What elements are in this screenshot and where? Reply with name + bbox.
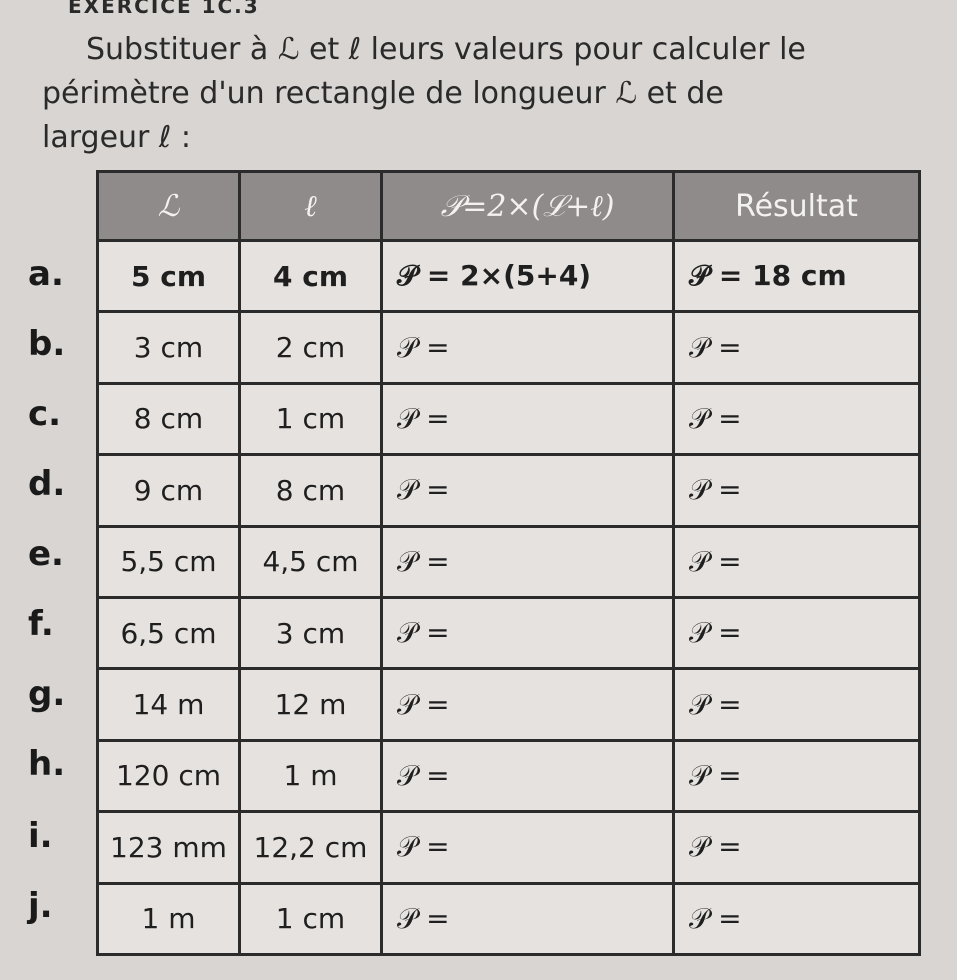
formula-cell[interactable]: 𝒫 = 2×(5+4) <box>382 241 674 312</box>
row-letter: f. <box>28 604 54 644</box>
result-cell[interactable]: 𝒫 = <box>674 383 920 454</box>
result-cell[interactable]: 𝒫 = <box>674 455 920 526</box>
result-cell[interactable]: 𝒫 = <box>674 883 920 954</box>
row-letter: g. <box>28 674 66 714</box>
length-cell: 9 cm <box>98 455 240 526</box>
length-cell: 123 mm <box>98 812 240 883</box>
width-cell: 1 cm <box>240 883 382 954</box>
header-result: Résultat <box>674 172 920 241</box>
row-letter: h. <box>28 744 66 784</box>
header-width: ℓ <box>240 172 382 241</box>
table-row <box>98 740 920 811</box>
length-cell: 120 cm <box>98 740 240 811</box>
length-cell: 5 cm <box>98 241 240 312</box>
header-length: ℒ <box>98 172 240 241</box>
width-cell: 2 cm <box>240 312 382 383</box>
formula-cell[interactable]: 𝒫 = <box>382 455 674 526</box>
result-cell[interactable]: 𝒫 = <box>674 526 920 597</box>
result-cell[interactable]: 𝒫 = <box>674 669 920 740</box>
table-row <box>98 669 920 740</box>
length-cell: 14 m <box>98 669 240 740</box>
result-cell[interactable]: 𝒫 = <box>674 740 920 811</box>
width-cell: 12,2 cm <box>240 812 382 883</box>
length-cell: 5,5 cm <box>98 526 240 597</box>
row-letter: d. <box>28 464 66 504</box>
length-cell: 8 cm <box>98 383 240 454</box>
formula-cell[interactable]: 𝒫 = <box>382 812 674 883</box>
width-cell: 12 m <box>240 669 382 740</box>
formula-cell[interactable]: 𝒫 = <box>382 740 674 811</box>
result-cell[interactable]: 𝒫 = <box>674 312 920 383</box>
formula-cell[interactable]: 𝒫 = <box>382 883 674 954</box>
width-cell: 8 cm <box>240 455 382 526</box>
width-cell: 4,5 cm <box>240 526 382 597</box>
formula-cell[interactable]: 𝒫 = <box>382 383 674 454</box>
formula-cell[interactable]: 𝒫 = <box>382 597 674 668</box>
width-cell: 1 cm <box>240 383 382 454</box>
width-cell: 3 cm <box>240 597 382 668</box>
table-row <box>98 812 920 883</box>
table-row <box>98 383 920 454</box>
header-row <box>98 172 920 241</box>
row-letter: c. <box>28 394 62 434</box>
row-letter: e. <box>28 534 64 574</box>
perimeter-table <box>96 170 921 956</box>
instruction-line-1: Substituer à ℒ et ℓ leurs valeurs pour calculer le <box>86 32 806 67</box>
row-letter: i. <box>28 816 53 856</box>
table-row <box>98 526 920 597</box>
table-row <box>98 883 920 954</box>
row-letter: j. <box>28 886 53 926</box>
width-cell: 4 cm <box>240 241 382 312</box>
table-row <box>98 455 920 526</box>
length-cell: 6,5 cm <box>98 597 240 668</box>
result-cell[interactable]: 𝒫 = <box>674 597 920 668</box>
table-row <box>98 312 920 383</box>
perimeter-table-area <box>20 170 920 956</box>
result-cell[interactable]: 𝒫 = <box>674 812 920 883</box>
table-row <box>98 597 920 668</box>
instruction-line-3: largeur ℓ : <box>42 120 191 155</box>
instruction-line-2: périmètre d'un rectangle de longueur ℒ et de <box>42 76 724 111</box>
length-cell: 1 m <box>98 883 240 954</box>
exercise-title: EXERCICE 1C.3 <box>68 0 260 18</box>
row-letter: a. <box>28 254 64 294</box>
width-cell: 1 m <box>240 740 382 811</box>
formula-cell[interactable]: 𝒫 = <box>382 312 674 383</box>
row-letter: b. <box>28 324 66 364</box>
table-row <box>98 241 920 312</box>
formula-cell[interactable]: 𝒫 = <box>382 669 674 740</box>
formula-cell[interactable]: 𝒫 = <box>382 526 674 597</box>
row-letters <box>20 170 100 956</box>
result-cell[interactable]: 𝒫 = 18 cm <box>674 241 920 312</box>
length-cell: 3 cm <box>98 312 240 383</box>
header-formula: 𝒫=2×(ℒ+ℓ) <box>382 172 674 241</box>
instructions <box>42 28 922 160</box>
